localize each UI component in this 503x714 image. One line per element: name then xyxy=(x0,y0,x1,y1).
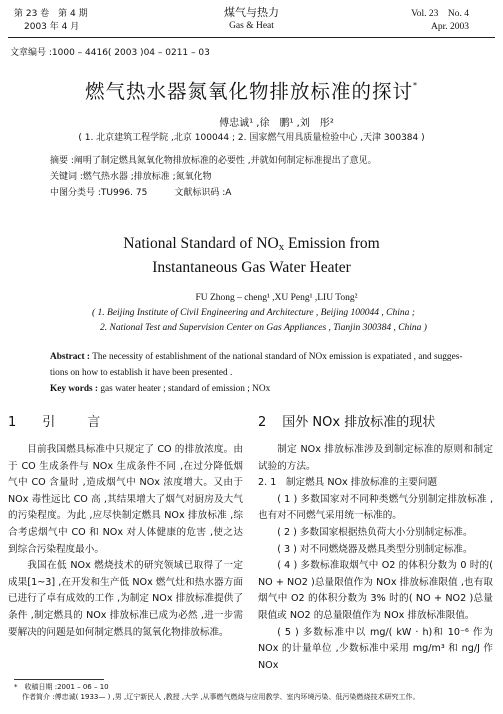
title-footnote-mark: * xyxy=(413,81,418,90)
authors-en: FU Zhong – cheng¹ ,XU Peng¹ ,LIU Tong² xyxy=(195,293,358,303)
date-en: Apr. 2003 xyxy=(431,22,469,32)
section-1-heading xyxy=(8,414,243,432)
paper-title-en xyxy=(0,232,503,280)
title-en-line1 xyxy=(0,232,503,256)
title-en-subscript: x xyxy=(278,241,285,253)
abstract-en xyxy=(50,349,480,397)
section-1-paragraph: 目前我国燃具标准中只规定了 CO 的排放浓度。由于 CO 生成条件与 NOx 生成条件不同 ,在过分降低烟气中 CO 含量时 ,造成烟气中 NOx 浓度增大。又由于 NOx 毒性远比 CO 高 ,其结果增大了烟气对厨房及大气的污染程度。为此 ,应尽快制定燃具 NOx 排放标准 ,综合考虑烟气中 CO 和 NOx 对人体健康的危害 ,使之达到综合污染程度最小。 xyxy=(8,444,243,555)
footnote-mark: * xyxy=(14,683,18,691)
affiliation-en-1: ( 1. Beijing Institute of Civil Engineering and Architecture , Beijing 100044 , China ; xyxy=(92,308,415,318)
running-header-right xyxy=(411,8,469,34)
affiliation-en-2: 2. National Test and Supervision Center on Gas Appliances , Tianjin 300384 , China ) xyxy=(100,323,427,333)
footnote xyxy=(14,682,420,702)
title-en-line2: Instantaneous Gas Water Heater xyxy=(152,259,351,276)
classification-cn: 中图分类号 :TU996. 75 文献标识码 :A xyxy=(50,188,232,198)
section-2-title: 国外 NOx 排放标准的现状 xyxy=(282,415,436,430)
footnote-received xyxy=(14,682,420,692)
list-item: ( 4 ) 多数标准取烟气中 O2 的体积分数为 0 时的( NO + NO2 )总量限值作为 NOx 排放标准限值 ,也有取烟气中 O2 的体积分数为 3% 时的( NO + NO2 )总量限值或 NO2 的总量限值作为 NOx 排放标准限值。 xyxy=(258,560,493,621)
volume-en: Vol. 23 No. 4 xyxy=(411,9,469,19)
title-en-part1: National Standard of NO xyxy=(123,235,279,252)
right-column xyxy=(258,414,493,674)
subsection-2-1-heading: 2. 1 制定燃具 NOx 排放标准的主要问题 xyxy=(258,477,438,489)
issue-date: 2003 年 4 月 xyxy=(24,22,80,32)
keywords-en-line xyxy=(50,381,480,397)
header-rule xyxy=(8,37,495,38)
journal-name-en: Gas & Heat xyxy=(229,21,274,31)
section-1-paragraph: 我国在低 NOx 燃烧技术的研究领域已取得了一定成果[1~3] ,在开发和生产低 NOx 燃气灶和热水器方面已进行了卓有成效的工作 ,为制定 NOx 排放标准提供了条件 ,制定燃具的 NOx 排放标准已成为必然 ,进一步需要解决的问题是如何制定燃具的氮氧化物排放标准。 xyxy=(8,560,243,638)
title-cn-text: 燃气热水器氮氧化物排放标准的探讨 xyxy=(84,80,413,103)
list-item: ( 2 ) 多数国家根据热负荷大小分别制定标准。 xyxy=(277,526,473,538)
section-1-title: 引 言 xyxy=(42,415,103,430)
section-1-number: 1 xyxy=(8,415,17,430)
affiliations-cn: ( 1. 北京建筑工程学院 ,北京 100044 ; 2. 国家燃气用具质量检验中心 ,天津 300384 ) xyxy=(78,133,425,143)
journal-name-cn: 煤气与热力 xyxy=(224,6,279,19)
footnote-rule xyxy=(14,679,104,680)
keywords-cn: 关键词 :燃气热水器 ;排放标准 ;氮氧化物 xyxy=(50,172,212,182)
keywords-en-label: Key words : xyxy=(50,384,99,394)
abstract-en-text-2: tions on how to establish it have been presented . xyxy=(50,368,233,378)
received-date: 收稿日期 :2001 – 06 – 10 xyxy=(24,683,109,691)
abstract-en-line1 xyxy=(50,349,480,365)
paper-title-cn xyxy=(0,76,503,104)
article-number: 文章编号 :1000 – 4416( 2003 )04 – 0211 – 03 xyxy=(10,48,210,58)
section-2-number: 2 xyxy=(258,415,267,430)
list-item: ( 1 ) 多数国家对不同种类燃气分别制定排放标准 ,也有对不同燃气采用统一标准的。 xyxy=(258,493,493,522)
section-2-intro: 制定 NOx 排放标准涉及到制定标准的原则和制定试验的方法。 xyxy=(258,444,493,472)
section-2-heading xyxy=(258,414,493,432)
keywords-en-text: gas water heater ; standard of emission ; NOx xyxy=(100,384,271,394)
title-en-part2: Emission from xyxy=(284,235,380,252)
authors-cn: 傅忠诚¹ ,徐 鹏¹ ,刘 彤² xyxy=(219,118,334,129)
list-item: ( 5 ) 多数标准中以 mg/( kW · h)和 10⁻⁶ 作为 NOx 的计量单位 ,少数标准中采用 mg/m³ 和 ng/J 作 NOx xyxy=(258,626,493,671)
list-item: ( 3 ) 对不同燃烧器及燃具类型分别制定标准。 xyxy=(277,543,473,555)
author-bio: 作者简介 :傅忠诚( 1933— ) ,男 ,辽宁新民人 ,教授 ,大学 ,从事燃气燃烧与应用教学、室内环境污染、低污染燃烧技术研究工作。 xyxy=(22,693,420,701)
left-column xyxy=(8,414,243,641)
abstract-cn: 摘要 :阐明了制定燃具氮氧化物排放标准的必要性 ,并就如何制定标准提出了意见。 xyxy=(50,156,377,166)
volume-issue: 第 23 卷 第 4 期 xyxy=(14,9,88,19)
abstract-en-label: Abstract : xyxy=(50,352,91,362)
abstract-en-text-1: The necessity of establishment of the national standard of NOx emission is expatiated , and sugges- xyxy=(92,352,463,362)
